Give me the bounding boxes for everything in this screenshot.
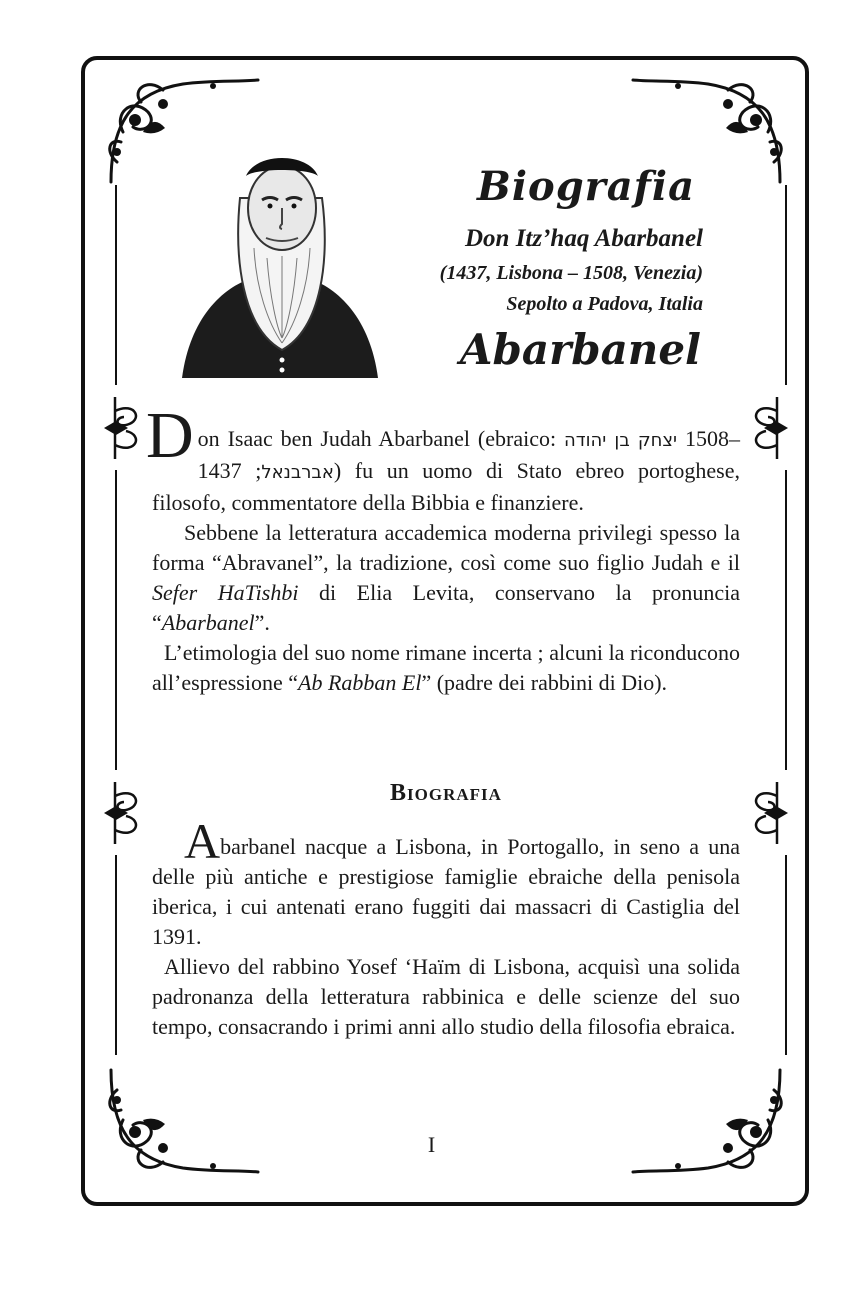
left-rule-mid: [115, 470, 117, 770]
intro-p3-b: ” (padre dei rabbini di Dio).: [421, 670, 668, 695]
rabbi-portrait-icon: [182, 138, 378, 378]
intro-p1-a: on Isaac ben Judah Abarbanel (ebraico:: [197, 426, 564, 451]
book-title: Sefer HaTishbi: [152, 580, 299, 605]
section-heading: Biografia: [390, 780, 502, 806]
biography-text: [152, 813, 740, 1042]
bio-paragraph-1: [152, 813, 740, 952]
flourish-corner-icon: [103, 1060, 263, 1180]
left-rule-bot: [115, 855, 117, 1055]
intro-paragraph-2: [152, 518, 740, 638]
bio-p1-text: barbanel nacque a Lisbona, in Portogallo, in seno a una delle più antiche e prestigiose famiglie ebraiche della penisola iberica, i cui antenati erano fuggiti dai massacri di Castiglia del 1391.: [152, 834, 740, 949]
flourish-corner-icon: [628, 1060, 788, 1180]
etymology-phrase: Ab Rabban El: [298, 670, 422, 695]
drop-cap: D: [146, 399, 194, 472]
page-title: Biografia: [477, 163, 695, 210]
intro-p2-c: ”.: [254, 610, 270, 635]
right-rule-bot: [785, 855, 787, 1055]
intro-p1-c: ) fu un uomo di Stato ebreo portoghese, filosofo, commentatore della Bibbia e finanziere.: [152, 458, 740, 515]
page-number: I: [427, 1132, 436, 1157]
left-rule-top: [115, 185, 117, 385]
intro-paragraph-1: [146, 399, 741, 518]
intro-p2-b: di Elia Levita, conservano la pronuncia “: [152, 580, 740, 635]
intro-p2-a: Sebbene la letteratura accademica moderna privilegi spesso la forma “Abravanel”, la tradizione, così come suo figlio Judah e il: [152, 520, 740, 575]
scroll-ornament-icon: [100, 780, 146, 846]
right-rule-top: [785, 185, 787, 385]
intro-paragraph-3: [152, 638, 740, 698]
pronunciation: Abarbanel: [161, 610, 255, 635]
life-dates: (1437, Lisbona – 1508, Venezia): [439, 262, 703, 284]
scroll-ornament-icon: [100, 395, 146, 461]
right-rule-mid: [785, 470, 787, 770]
scroll-ornament-icon: [746, 780, 792, 846]
intro-p3-a: L’etimologia del suo nome rimane incerta ; alcuni la riconducono all’espressione “: [152, 640, 740, 695]
drop-cap: A: [184, 813, 221, 869]
bio-paragraph-2: Allievo del rabbino Yosef ‘Haïm di Lisbona, acquisì una solida padronanza della letteratura rabbinica e delle scienze del suo tempo, consacrando i primi anni allo studio della filosofia ebraica.: [152, 954, 740, 1039]
scroll-ornament-icon: [746, 395, 792, 461]
subject-name: Don Itz’haq Abarbanel: [464, 225, 703, 252]
burial-place: Sepolto a Padova, Italia: [506, 293, 703, 315]
signature-title: Abarbanel: [459, 325, 701, 374]
intro-text: [146, 399, 741, 698]
hebrew-surname: אברבנאל: [261, 462, 334, 483]
intro-p1-b: 1508–1437 ;: [197, 426, 741, 483]
hebrew-name: יצחק בן יהודה: [564, 430, 678, 451]
